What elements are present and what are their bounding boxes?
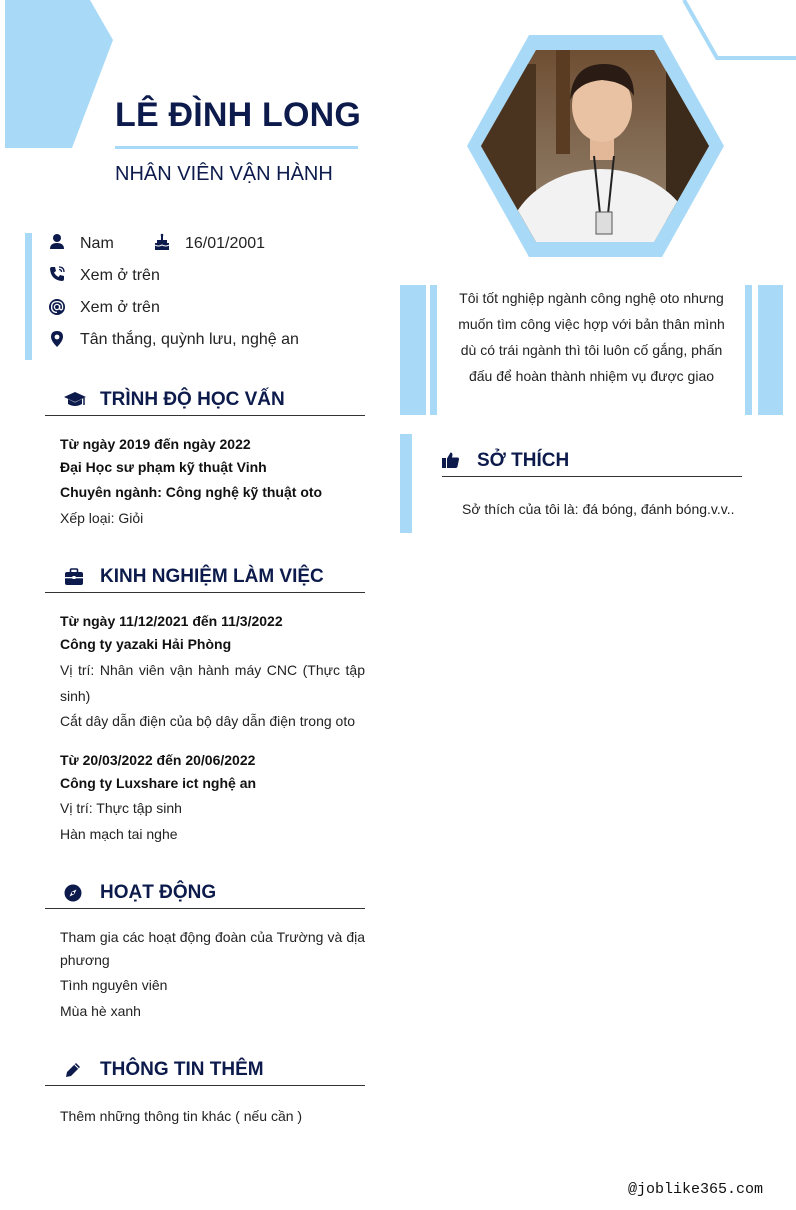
activities-line-1: Tham gia các hoạt động đoàn của Trường và địa phương — [60, 929, 365, 968]
activities-line-2: Tình nguyên viên — [60, 977, 168, 993]
experience-divider — [45, 592, 365, 593]
experience-1-position: Vị trí: Nhân viên vận hành máy CNC (Thực tập sinh) — [60, 662, 365, 704]
activities-line-3: Mùa hè xanh — [60, 1003, 141, 1019]
profile-photo-frame — [466, 34, 726, 260]
phone-text: Xem ở trên — [80, 267, 160, 284]
activities-title: HOẠT ĐỘNG — [100, 882, 217, 903]
profile-photo — [466, 34, 726, 260]
job-title: NHÂN VIÊN VẬN HÀNH — [115, 163, 333, 185]
about-left-bar-thin — [430, 285, 437, 415]
pencil-icon — [64, 1061, 82, 1079]
about-right-bar-wide — [758, 285, 783, 415]
education-title: TRÌNH ĐỘ HỌC VẤN — [100, 389, 285, 410]
experience-1-company: Công ty yazaki Hải Phòng — [60, 636, 232, 652]
at-icon — [48, 298, 66, 316]
experience-2-position: Vị trí: Thực tập sinh — [60, 800, 182, 816]
experience-1-period: Từ ngày 11/12/2021 đến 11/3/2022 — [60, 613, 283, 629]
about-left-bar-wide — [400, 285, 426, 415]
hobbies-title: SỞ THÍCH — [477, 450, 570, 471]
activities-divider — [45, 908, 365, 909]
candidate-name: LÊ ĐÌNH LONG — [115, 96, 362, 134]
education-school: Đại Học sư phạm kỹ thuật Vinh — [60, 459, 267, 475]
education-divider — [45, 415, 365, 416]
cake-icon — [153, 233, 171, 251]
briefcase-icon — [64, 568, 84, 586]
user-icon — [48, 233, 66, 251]
map-pin-icon — [48, 330, 66, 348]
extra-title: THÔNG TIN THÊM — [100, 1059, 264, 1080]
extra-divider — [45, 1085, 365, 1086]
gender-text: Nam — [80, 235, 114, 252]
hobbies-text: Sở thích của tôi là: đá bóng, đánh bóng.v.v.. — [462, 501, 735, 517]
experience-1-description: Cắt dây dẫn điện của bộ dây dẫn điện trong oto — [60, 713, 355, 729]
graduation-cap-icon — [63, 390, 87, 410]
education-major: Chuyên ngành: Công nghệ kỹ thuật oto — [60, 484, 323, 500]
name-underline — [115, 146, 358, 149]
corner-hexagon-decoration — [0, 0, 120, 150]
hobbies-divider — [442, 476, 742, 477]
footer-watermark: @joblike365.com — [628, 1181, 764, 1198]
about-text: Tôi tốt nghiệp ngành công nghệ oto nhưng muốn tìm công việc hợp với bản thân mình dù có trái ngành thì tôi luôn cố gắng, phấn đấu để hoàn thành nhiệm vụ được giao — [458, 290, 725, 384]
compass-icon — [64, 884, 82, 902]
extra-text: Thêm những thông tin khác ( nếu cần ) — [60, 1108, 303, 1124]
education-period: Từ ngày 2019 đến ngày 2022 — [60, 436, 251, 452]
hobbies-accent-bar — [400, 434, 412, 533]
experience-2-description: Hàn mạch tai nghe — [60, 826, 178, 842]
birthday-text: 16/01/2001 — [185, 235, 266, 252]
phone-icon — [48, 265, 66, 283]
thumbs-up-icon — [441, 451, 460, 469]
education-grade: Xếp loại: Giỏi — [60, 510, 144, 526]
address-text: Tân thắng, quỳnh lưu, nghệ an — [80, 331, 299, 348]
email-text: Xem ở trên — [80, 299, 160, 316]
experience-2-company: Công ty Luxshare ict nghệ an — [60, 775, 257, 791]
contact-accent-bar — [25, 233, 32, 360]
experience-title: KINH NGHIỆM LÀM VIỆC — [100, 566, 324, 587]
about-right-bar-thin — [745, 285, 752, 415]
experience-2-period: Từ 20/03/2022 đến 20/06/2022 — [60, 752, 256, 768]
